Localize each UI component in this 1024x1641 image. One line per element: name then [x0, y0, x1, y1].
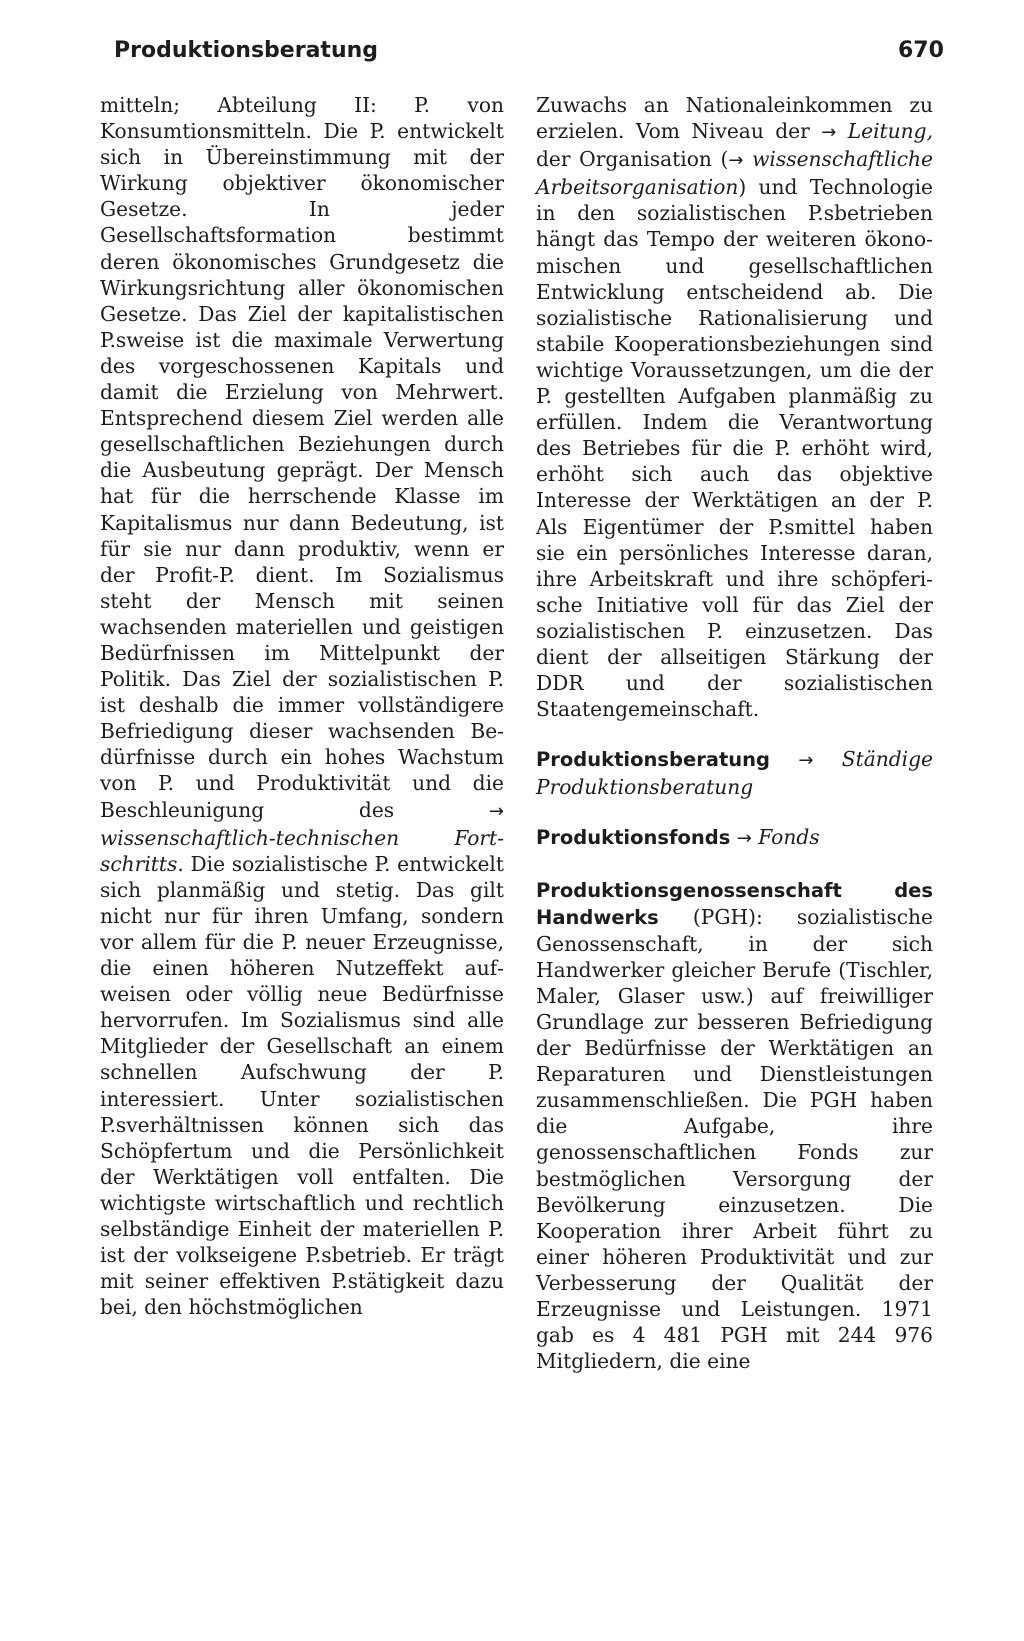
cross-reference-arrow-icon: →: [488, 800, 505, 822]
right-column: [536, 92, 933, 1374]
cross-reference-arrow-icon: →: [821, 122, 837, 144]
body-paragraph: [100, 92, 504, 1320]
body-text: der Organisation (: [536, 147, 729, 172]
body-text: Die sozialistische P. entwickelt sich planmäßig und stetig. Das gilt nicht nur für ihren Umfang, sondern vor allem für die P. neuer Erzeugnisse, die einen höheren Nutzeffekt aufweisen oder völlig neue Bedürfnisse hervorrufen. Im Sozialismus sind alle Mitglieder der Gesellschaft an einem schnellen Aufschwung der P. interessiert. Unter sozialistischen P.sverhältnissen können sich das Schöpfertum und die Persönlichkeit der Werktätigen voll entfalten. Die wichtigste wirtschaftlich und rechtlich selbständige Einheit der materiellen P. ist der volkseigene P.sbetrieb. Er trägt mit seiner effektiven P.stätigkeit dazu bei, den höchstmöglichen: [100, 851, 505, 1320]
entry-term: Produktionsfonds: [536, 826, 731, 850]
cross-reference-link[interactable]: wissenschaftliche Arbeitsorganisation: [536, 147, 934, 200]
cross-reference-link[interactable]: Fonds: [758, 825, 820, 850]
dictionary-entry: [536, 877, 933, 1375]
cross-reference-arrow-icon: →: [736, 828, 752, 850]
left-column: [100, 92, 504, 1320]
dictionary-entry: [536, 746, 933, 800]
body-text: Zuwachs an Nationaleinkommen zu erzielen. Vom Niveau der: [536, 93, 933, 144]
cross-reference-link[interactable]: Leitung,: [847, 119, 934, 144]
cross-reference-arrow-icon: →: [728, 150, 744, 172]
cross-reference-link[interactable]: Ständige Produktionsberatung: [536, 747, 933, 800]
entry-term: Produktionsberatung: [536, 748, 771, 772]
body-paragraph: [536, 92, 933, 722]
page-number: 670: [898, 38, 944, 63]
entry-text: (PGH): sozialistische Genossenschaft, in der sich Handwerker gleicher Berufe (Tischler, Maler, Glaser usw.) auf freiwilliger Grundlage zur besseren Befriedigung der Bedürfnisse der Werktätigen an Reparaturen und Dienstleistungen zusammenschließen. Die PGH haben die Aufgabe, ihre genossenschaftlichen Fonds zur bestmöglichen Versorgung der Bevölkerung einzusetzen. Die Kooperation ihrer Arbeit führt zu einer höheren Produktivität und zur Verbesserung der Qualität der Erzeugnisse und Leistungen. 1971 gab es 4 481 PGH mit 244 976 Mitgliedern, die eine: [536, 904, 933, 1374]
body-text: ) und Technologie in den sozialistischen P.sbetrieben hängt das Tempo der weiteren ökonomischen und gesellschaftlichen Entwicklung entscheidend ab. Die sozialistische Rationalisierung und stabile Kooperationsbeziehungen sind wichtige Voraussetzungen, um die der P. gestellten Aufgaben planmäßig zu erfüllen. Indem die Verantwortung des Betriebes für die P. erhöht wird, erhöht sich auch das objektive Interesse der Werktätigen an der P. Als Eigentümer der P.smittel haben sie ein persönliches Interesse daran, ihre Arbeitskraft und ihre schöpferische Initiative voll für das Ziel der sozialistischen P. einzusetzen. Das dient der allseitigen Stärkung der DDR und der sozialistischen Staatengemeinschaft.: [536, 175, 933, 722]
cross-reference-link[interactable]: wissenschaftlich-technischen Fortschritts.: [100, 825, 504, 876]
running-head: Produktionsberatung: [114, 38, 379, 63]
body-text: mitteln; Abteilung II: P. von Konsumtionsmitteln. Die P. entwickelt sich in Übereinstimmung mit der Wirkung objektiver ökonomischer Gesetze. In jeder Gesellschaftsformation bestimmt deren ökonomisches Grundgesetz die Wirkungsrichtung aller ökonomischen Gesetze. Das Ziel der kapitalistischen P.sweise ist die maximale Verwertung des vorgeschossenen Kapitals und damit die Erzielung von Mehrwert. Entsprechend diesem Ziel werden alle gesellschaftlichen Beziehungen durch die Ausbeutung geprägt. Der Mensch hat für die herrschende Klasse im Kapitalismus nur dann Bedeutung, ist für sie nur dann produktiv, wenn er der Profit-P. dient. Im Sozialismus steht der Mensch mit seinen wachsenden materiellen und geistigen Bedürfnissen im Mittelpunkt der Politik. Das Ziel der sozialistischen P. ist deshalb die immer vollständigere Befriedigung dieser wachsenden Bedürfnisse durch ein hohes Wachstum von P. und Produktivität und die Beschleunigung des: [100, 93, 504, 822]
dictionary-entry: [536, 824, 933, 852]
entry-term: Produktionsgenossenschaft des Handwerks: [536, 878, 933, 929]
cross-reference-arrow-icon: →: [798, 750, 814, 772]
